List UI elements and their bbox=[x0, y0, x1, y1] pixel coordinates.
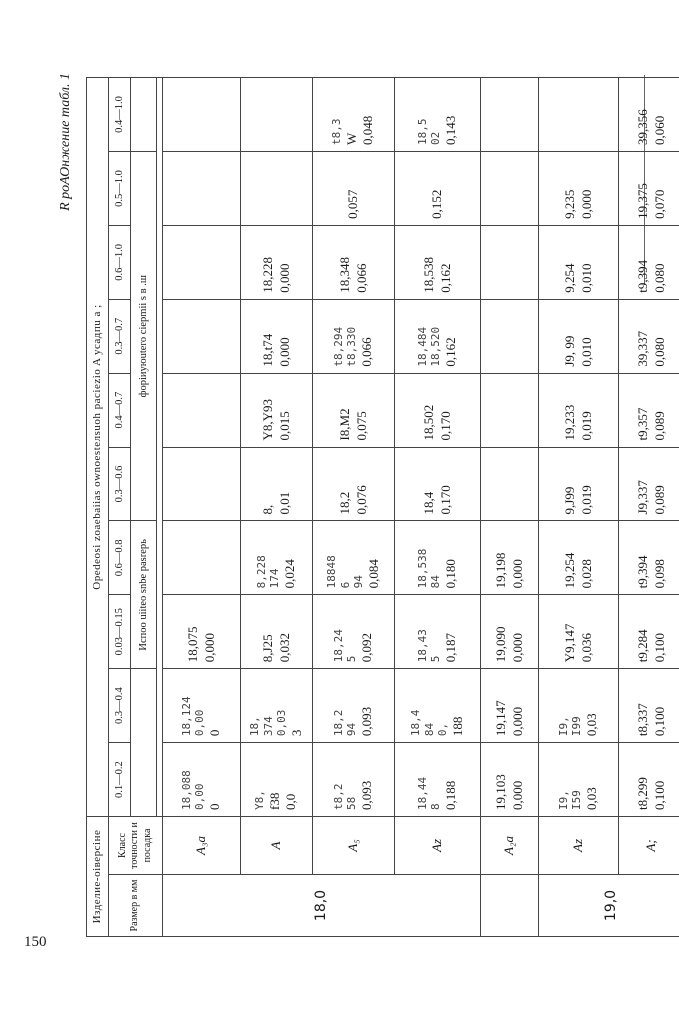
header-blank bbox=[131, 669, 157, 817]
value-line: 18,5 bbox=[415, 118, 429, 145]
value-cell bbox=[539, 225, 619, 299]
value-line: 18,538 bbox=[421, 257, 437, 293]
value-line: 0,019 bbox=[578, 485, 594, 515]
value-cell bbox=[539, 78, 619, 152]
header-product: Изделие-оiверсiне bbox=[87, 817, 109, 937]
value-cell bbox=[313, 151, 395, 225]
value-line: 0,066 bbox=[359, 337, 375, 367]
value-line: Y9,147 bbox=[562, 623, 578, 663]
header-blank bbox=[131, 78, 157, 152]
value-cell bbox=[241, 743, 313, 817]
value-cell bbox=[481, 521, 539, 595]
value-cell bbox=[395, 78, 481, 152]
value-line: 0,0 bbox=[283, 793, 299, 810]
value-line: 18,43 bbox=[415, 629, 429, 663]
value-line: 0 bbox=[207, 729, 223, 737]
value-line: 0,000 bbox=[509, 632, 525, 663]
value-cell bbox=[163, 595, 241, 669]
header-class: Класс точности и посадка bbox=[109, 817, 163, 875]
value-line: 0,00 bbox=[193, 783, 207, 810]
class-cell: A bbox=[241, 817, 313, 875]
value-line: 84 bbox=[429, 575, 443, 589]
table-body bbox=[163, 78, 679, 937]
value-cell bbox=[241, 595, 313, 669]
value-cell bbox=[395, 743, 481, 817]
value-line: J9, 99 bbox=[562, 335, 578, 367]
value-line: t8,294 bbox=[331, 326, 345, 367]
value-line: Y8,Y93 bbox=[260, 399, 276, 441]
value-cell bbox=[481, 78, 539, 152]
value-cell bbox=[395, 225, 481, 299]
value-line: 0,048 bbox=[360, 115, 376, 145]
header-group-bottom-b: фoрiиyюutero ciepmii s в .ш bbox=[131, 151, 157, 520]
value-cell bbox=[481, 743, 539, 817]
value-line: 0,100 bbox=[651, 780, 667, 810]
value-line: 0,024 bbox=[282, 559, 298, 589]
value-line: 18,2 bbox=[337, 491, 353, 515]
value-cell bbox=[163, 151, 241, 225]
value-line: 19,233 bbox=[562, 404, 578, 441]
value-cell bbox=[163, 78, 241, 152]
value-cell bbox=[313, 595, 395, 669]
value-line: 19,147 bbox=[493, 700, 509, 737]
range-header: 0.6—0.8 bbox=[109, 521, 131, 595]
value-line: t8,3 bbox=[330, 118, 344, 145]
value-cell bbox=[481, 669, 539, 743]
value-line: 19,090 bbox=[493, 626, 509, 663]
value-line: 0,170 bbox=[437, 411, 453, 441]
value-line: 18848 bbox=[324, 555, 338, 589]
value-cell bbox=[241, 669, 313, 743]
value-cell bbox=[395, 299, 481, 373]
value-line: 0,089 bbox=[651, 485, 667, 515]
value-cell bbox=[619, 669, 679, 743]
value-cell bbox=[481, 151, 539, 225]
value-line: 18,24 bbox=[331, 629, 345, 663]
value-line: 0,092 bbox=[359, 632, 375, 663]
value-line: 18,484 bbox=[415, 326, 429, 367]
value-cell bbox=[313, 669, 395, 743]
value-line: 0,000 bbox=[578, 189, 594, 219]
value-line: 0,036 bbox=[578, 632, 594, 663]
value-line: 3 bbox=[289, 729, 304, 737]
header-group-bottom-a: Испоо uiiteo snbe pasrеpь bbox=[131, 521, 157, 669]
value-line: 19,103 bbox=[493, 774, 509, 810]
value-line: t9,394 bbox=[635, 555, 651, 589]
value-line: 0,093 bbox=[359, 706, 375, 737]
value-line: I8,M2 bbox=[337, 408, 353, 441]
value-line: I9, bbox=[556, 716, 570, 737]
value-line: 0,010 bbox=[578, 263, 594, 293]
value-line: W bbox=[344, 132, 360, 145]
table-row bbox=[241, 78, 313, 937]
value-line: t9,284 bbox=[635, 629, 651, 663]
table-row bbox=[313, 78, 395, 937]
value-line: 9,235 bbox=[562, 189, 578, 219]
value-line: I9, bbox=[556, 790, 570, 810]
range-header: 0.3—0.6 bbox=[109, 447, 131, 521]
value-line: 0,100 bbox=[651, 706, 667, 737]
value-line: 0,000 bbox=[276, 263, 292, 293]
value-line: 94 bbox=[352, 575, 366, 589]
class-cell: Az bbox=[395, 817, 481, 875]
range-header: 0.6—1.0 bbox=[109, 225, 131, 299]
table-caption: R рoАОнжение табл. 1 bbox=[58, 73, 73, 211]
value-cell bbox=[481, 225, 539, 299]
value-cell bbox=[241, 373, 313, 447]
value-line: 18,502 bbox=[421, 404, 437, 441]
range-header: 0.1—0.2 bbox=[109, 743, 131, 817]
value-cell bbox=[619, 521, 679, 595]
size-cell: 18,0 bbox=[163, 875, 481, 937]
value-cell bbox=[619, 595, 679, 669]
value-cell bbox=[395, 521, 481, 595]
value-line: 374 bbox=[261, 716, 275, 737]
value-line: 94 bbox=[345, 722, 359, 737]
value-cell bbox=[619, 299, 679, 373]
value-cell bbox=[539, 447, 619, 521]
value-cell bbox=[163, 373, 241, 447]
value-line: f38 bbox=[267, 792, 283, 810]
value-line: 0,080 bbox=[651, 337, 667, 367]
value-cell bbox=[313, 521, 395, 595]
value-line: 0,028 bbox=[578, 559, 594, 589]
value-line: 188 bbox=[450, 716, 465, 737]
value-cell bbox=[313, 225, 395, 299]
value-cell bbox=[313, 743, 395, 817]
value-cell bbox=[163, 447, 241, 521]
value-line: 18,t74 bbox=[260, 333, 276, 367]
value-line: 0,000 bbox=[509, 706, 525, 737]
table-row bbox=[619, 78, 679, 937]
value-line: t8,299 bbox=[635, 777, 651, 810]
table-row bbox=[163, 78, 241, 937]
value-line: 0,093 bbox=[359, 780, 375, 810]
value-line: 0,080 bbox=[651, 263, 667, 293]
value-cell bbox=[619, 225, 679, 299]
class-cell: A₅ bbox=[313, 817, 395, 875]
value-line: 18,4 bbox=[421, 491, 437, 515]
value-line: Y8, bbox=[253, 790, 267, 810]
value-line: 0,187 bbox=[443, 632, 459, 663]
value-line: 18,348 bbox=[337, 257, 353, 293]
value-cell bbox=[163, 521, 241, 595]
page-number: 150 bbox=[24, 934, 47, 950]
value-line: 8,228 bbox=[254, 555, 268, 589]
value-line: 0,060 bbox=[651, 115, 667, 145]
table-row bbox=[395, 78, 481, 937]
value-cell bbox=[241, 521, 313, 595]
value-cell bbox=[619, 78, 679, 152]
class-cell: Az bbox=[539, 817, 619, 875]
value-line: 18,520 bbox=[429, 326, 443, 367]
value-line: 0,032 bbox=[276, 632, 292, 663]
value-cell bbox=[163, 743, 241, 817]
class-cell: A₃а bbox=[163, 817, 241, 875]
value-line: 18,088 bbox=[179, 770, 193, 810]
value-line: 0,089 bbox=[651, 411, 667, 441]
value-line: 0,019 bbox=[578, 411, 594, 441]
value-cell bbox=[313, 447, 395, 521]
value-line: 18,075 bbox=[185, 626, 201, 663]
table-row bbox=[539, 78, 619, 937]
value-cell bbox=[313, 299, 395, 373]
rotated-page-content bbox=[58, 73, 667, 937]
class-cell: A₂а bbox=[481, 817, 539, 875]
value-cell bbox=[539, 743, 619, 817]
value-line: 0 bbox=[207, 803, 223, 810]
value-cell bbox=[241, 225, 313, 299]
table-row bbox=[481, 78, 539, 937]
range-header: 0.03—0.15 bbox=[109, 595, 131, 669]
value-line: 0,100 bbox=[651, 632, 667, 663]
value-line: t9,394 bbox=[635, 259, 651, 293]
value-line: t9,357 bbox=[635, 407, 651, 441]
range-header: 0.5—1.0 bbox=[109, 151, 131, 225]
value-line: 9,J99 bbox=[562, 486, 578, 515]
value-line: 0,152 bbox=[429, 189, 445, 219]
value-line: t8,330 bbox=[345, 326, 359, 367]
value-cell bbox=[241, 151, 313, 225]
tolerance-table bbox=[86, 77, 679, 937]
value-cell bbox=[539, 373, 619, 447]
value-cell bbox=[313, 78, 395, 152]
value-line: 0,03 bbox=[584, 713, 600, 737]
value-cell bbox=[539, 521, 619, 595]
value-cell bbox=[241, 447, 313, 521]
value-line: 0,03 bbox=[584, 787, 600, 810]
header-group-top: Opedeosi zoaebaiias ownoesteлsuoh paciezio A уcадпu a ; bbox=[87, 78, 109, 817]
value-line: 0,180 bbox=[443, 559, 459, 589]
range-header: 0.3—0.7 bbox=[109, 299, 131, 373]
value-line: 18,124 bbox=[179, 696, 193, 737]
value-line: 18,538 bbox=[415, 548, 429, 589]
value-line: 18,228 bbox=[260, 257, 276, 293]
value-line: 18,44 bbox=[415, 776, 429, 810]
range-header: 0.4—0.7 bbox=[109, 373, 131, 447]
value-line: 0,03 bbox=[275, 709, 289, 737]
value-line: 39,356 bbox=[635, 109, 651, 145]
value-line: 0,076 bbox=[353, 485, 369, 515]
value-line: 5 bbox=[429, 655, 443, 663]
value-line: 0, bbox=[436, 722, 450, 737]
value-cell bbox=[481, 595, 539, 669]
value-line: 0,000 bbox=[276, 337, 292, 367]
value-line: I99 bbox=[570, 716, 584, 737]
value-line: 0,070 bbox=[651, 189, 667, 219]
value-line: 0,00 bbox=[193, 709, 207, 737]
value-line: 6 bbox=[338, 581, 352, 589]
value-line: 0,000 bbox=[509, 559, 525, 589]
value-line: I59 bbox=[570, 790, 584, 810]
value-cell bbox=[395, 151, 481, 225]
value-line: 0,015 bbox=[276, 411, 292, 441]
value-line: J9,337 bbox=[635, 480, 651, 515]
value-line: 5 bbox=[345, 655, 359, 663]
value-line: 39,337 bbox=[635, 330, 651, 367]
value-line: 18, bbox=[247, 716, 261, 737]
value-cell bbox=[313, 373, 395, 447]
value-cell bbox=[481, 299, 539, 373]
value-cell bbox=[539, 669, 619, 743]
value-line: 18,4 bbox=[408, 709, 422, 737]
value-cell bbox=[619, 743, 679, 817]
value-line: 84 bbox=[422, 722, 436, 737]
value-cell bbox=[241, 299, 313, 373]
value-line: 0,162 bbox=[443, 337, 459, 367]
value-cell bbox=[395, 447, 481, 521]
value-line: 0,188 bbox=[443, 780, 459, 810]
value-line: 0,170 bbox=[437, 485, 453, 515]
value-cell bbox=[619, 447, 679, 521]
header-size: Размер в мм bbox=[109, 875, 163, 937]
value-cell bbox=[395, 669, 481, 743]
value-cell bbox=[481, 447, 539, 521]
class-cell: A; bbox=[619, 817, 679, 875]
value-line: 0,057 bbox=[345, 189, 361, 219]
value-line: t8,337 bbox=[635, 703, 651, 737]
value-line: 19,254 bbox=[562, 552, 578, 589]
value-line: 0,066 bbox=[353, 263, 369, 293]
range-header: 0.3—0.4 bbox=[109, 669, 131, 743]
value-line: 8, bbox=[260, 504, 276, 515]
size-cell bbox=[481, 875, 539, 937]
value-line: t8,2 bbox=[331, 783, 345, 810]
value-line: 02 bbox=[429, 131, 443, 145]
value-cell bbox=[539, 595, 619, 669]
value-line: 0,084 bbox=[366, 559, 381, 589]
value-cell bbox=[163, 225, 241, 299]
size-cell: 19,0 bbox=[539, 875, 679, 937]
value-cell bbox=[619, 151, 679, 225]
value-line: 0,075 bbox=[353, 411, 369, 441]
value-cell bbox=[241, 78, 313, 152]
value-line: 0,010 bbox=[578, 337, 594, 367]
value-cell bbox=[163, 669, 241, 743]
value-line: 0,01 bbox=[276, 491, 292, 515]
value-cell bbox=[395, 595, 481, 669]
value-cell bbox=[163, 299, 241, 373]
value-line: 174 bbox=[268, 568, 282, 589]
range-header: 0.4—1.0 bbox=[109, 78, 131, 152]
value-line: 0,000 bbox=[201, 632, 217, 663]
value-line: 19,198 bbox=[493, 552, 509, 589]
value-line: 8 bbox=[429, 803, 443, 810]
value-line: 8,J25 bbox=[260, 634, 276, 663]
value-cell bbox=[539, 299, 619, 373]
value-line: 0,162 bbox=[437, 263, 453, 293]
value-line: 19,375 bbox=[635, 183, 651, 219]
value-cell bbox=[481, 373, 539, 447]
value-cell bbox=[395, 373, 481, 447]
value-line: 0,098 bbox=[651, 559, 667, 589]
value-line: 9,254 bbox=[562, 263, 578, 293]
value-cell bbox=[619, 373, 679, 447]
value-cell bbox=[539, 151, 619, 225]
value-line: 58 bbox=[345, 796, 359, 810]
value-line: 0,143 bbox=[443, 115, 459, 145]
value-line: 0,000 bbox=[509, 780, 525, 810]
value-line: 18,2 bbox=[331, 709, 345, 737]
